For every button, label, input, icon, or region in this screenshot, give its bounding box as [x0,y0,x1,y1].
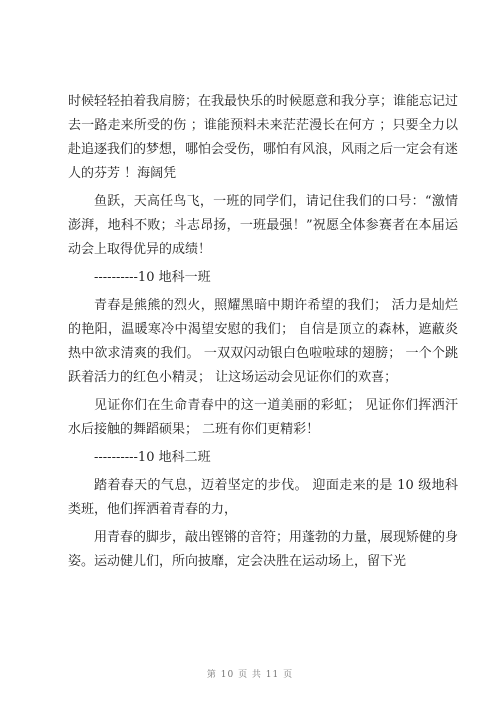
paragraph-3: 青春是熊熊的烈火，照耀黑暗中期许希望的我们； 活力是灿烂的艳阳，温暖寒冷中渴望安慰的我们； 自信是顶立的森林，遮蔽炎热中欲求清爽的我们。 一双双闪动银白色啦啦球的翅膀； 一个个跳跃着活力的红色小精灵； 让这场运动会见证你们的欢喜； [68,298,458,385]
document-body [68,90,458,578]
class-signature-1: ----------10 地科一班 [94,270,211,285]
paragraph-6: 用青春的脚步，敲出铿锵的音符；用蓬勃的力量，展现矫健的身姿。运动健儿们，所向披靡，定会决胜在运动场上，留下光 [68,530,459,569]
paragraph-1: 时候轻轻拍着我肩膀；在我最快乐的时候愿意和我分享；谁能忘记过去一路走来所受的伤 ；谁能预料未来茫茫漫长在何方 ；只要全力以赴追逐我们的梦想，哪怕会受伤，哪怕有风浪，风雨之后一定会有迷人的芬芳 ！海阔凭 [68,94,459,181]
page-number-footer: 第 10 页 共 11 页 [206,670,294,680]
paragraph-4: 见证你们在生命青春中的这一道美丽的彩虹； 见证你们挥洒汗水后接触的舞蹈硕果； 二班有你们更精彩！ [68,398,458,437]
paragraph-5: 踏着春天的气息，迈着坚定的步伐。 迎面走来的是 10 级地科类班，他们挥洒着青春的力， [68,478,458,517]
class-signature-2: ----------10 地科二班 [94,450,211,465]
paragraph-2: 鱼跃，天高任鸟飞，一班的同学们，请记住我们的口号：“激情澎湃，地科不败；斗志昂扬，一班最强！”祝愿全体参赛者在本届运动会上取得优异的成绩！ [68,194,458,257]
